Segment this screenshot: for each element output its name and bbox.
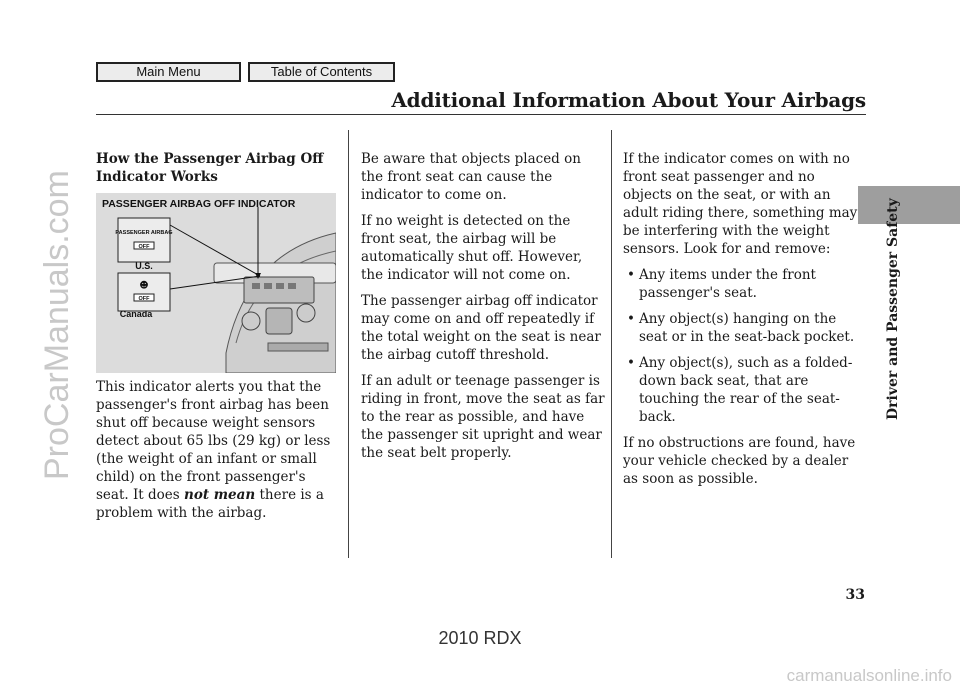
column-2 bbox=[361, 150, 605, 470]
list-item-text: Any object(s) hanging on the seat or in the seat-back pocket. bbox=[639, 311, 855, 345]
body-text: This indicator alerts you that the passenger's front airbag has been shut off because weight sensors detect about 65 lbs (29 kg) or less (the weight of an infant or small child) on the front passenger's seat. It does bbox=[96, 379, 331, 503]
chapter-tab bbox=[858, 186, 960, 224]
canada-off-text: OFF bbox=[138, 296, 150, 302]
header-rule bbox=[96, 114, 866, 115]
list-item-text: Any items under the front passenger's seat. bbox=[639, 267, 816, 301]
us-indicator-text: PASSENGER AIRBAG bbox=[115, 230, 173, 236]
bullet-icon: • bbox=[627, 311, 635, 327]
body-text: there is a problem with the airbag. bbox=[96, 487, 324, 521]
column-3 bbox=[623, 150, 863, 496]
paragraph: If the indicator comes on with no front seat passenger and no objects on the seat, or with an adult riding there, something may be interfering with the weight sensors. Look for and remove: bbox=[623, 151, 858, 257]
page-number: 33 bbox=[845, 587, 865, 603]
paragraph: The passenger airbag off indicator may come on and off repeatedly if the total weight on the seat is near the airbag cutoff threshold. bbox=[361, 293, 601, 363]
column-1-body bbox=[96, 378, 336, 522]
us-label: U.S. bbox=[135, 261, 153, 271]
airbag-indicator-figure bbox=[96, 193, 336, 373]
airbag-person-icon: ☻ bbox=[139, 281, 149, 291]
list-item bbox=[623, 266, 863, 302]
paragraph: If no weight is detected on the front seat, the airbag will be automatically shut off. However, the indicator will not come on. bbox=[361, 213, 583, 283]
column-1 bbox=[96, 150, 336, 194]
chapter-title: Driver and Passenger Safety bbox=[885, 198, 901, 420]
bullet-icon: • bbox=[627, 355, 635, 371]
dashboard-illustration bbox=[96, 193, 336, 373]
section-heading: How the Passenger Airbag Off Indicator Works bbox=[96, 151, 324, 185]
list-item bbox=[623, 354, 863, 426]
indicator-description bbox=[96, 378, 336, 522]
model-label: 2010 RDX bbox=[438, 628, 522, 648]
figure-label: PASSENGER AIRBAG OFF INDICATOR bbox=[102, 198, 296, 210]
side-watermark: ProCarManuals.com bbox=[38, 170, 76, 480]
paragraph: Be aware that objects placed on the front seat can cause the indicator to come on. bbox=[361, 151, 581, 203]
column-divider bbox=[348, 130, 349, 558]
column-divider bbox=[611, 130, 612, 558]
list-item bbox=[623, 310, 863, 346]
bullet-list bbox=[623, 266, 863, 426]
section-title: Additional Information About Your Airbags bbox=[391, 88, 866, 112]
table-of-contents-button[interactable]: Table of Contents bbox=[248, 62, 395, 82]
paragraph: If no obstructions are found, have your vehicle checked by a dealer as soon as possible. bbox=[623, 435, 856, 487]
list-item-text: Any object(s), such as a folded-down back seat, that are touching the rear of the seat-back. bbox=[639, 355, 853, 425]
canada-label: Canada bbox=[119, 309, 153, 319]
main-menu-button[interactable]: Main Menu bbox=[96, 62, 241, 82]
bottom-watermark: carmanualsonline.info bbox=[786, 666, 952, 685]
us-off-text: OFF bbox=[138, 244, 150, 250]
bullet-icon: • bbox=[627, 267, 635, 283]
emphasis-text: not mean bbox=[184, 487, 256, 503]
paragraph: If an adult or teenage passenger is riding in front, move the seat as far to the rear as possible, and have the passenger sit upright and wear the seat belt properly. bbox=[361, 373, 605, 461]
